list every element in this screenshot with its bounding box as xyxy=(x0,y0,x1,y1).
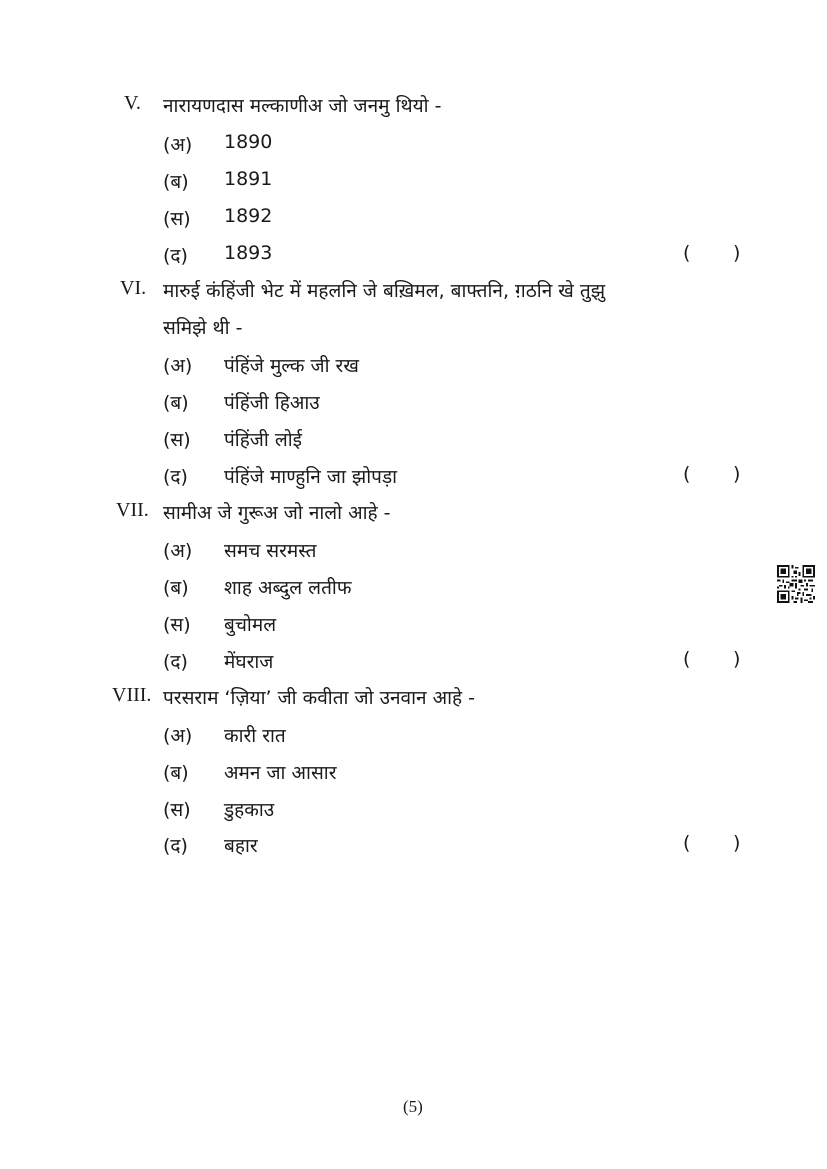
question-number: VI. xyxy=(120,277,147,299)
option-text: अमन जा आसार xyxy=(224,762,337,784)
option-label: (अ) xyxy=(163,355,193,377)
option-label: (ब) xyxy=(163,762,189,784)
answer-bracket[interactable] xyxy=(683,832,743,856)
option-label: (ब) xyxy=(163,577,189,599)
question-stem: परसराम ‘ज़िया’ जी कवीता जो उनवान आहे - xyxy=(163,687,475,709)
option-text: पंहिंजी लोई xyxy=(224,429,302,451)
option-label: (ब) xyxy=(163,392,189,414)
question-number: VII. xyxy=(116,499,149,521)
question-stem: मारुई कंहिंजी भेट में महलनि जे बख़िमल, बाफ्तनि, ग़ठनि खे तुझु xyxy=(163,280,606,302)
option-label: (स) xyxy=(163,614,191,636)
question-stem: सामीअ जे गुरूअ जो नालो आहे - xyxy=(163,502,391,524)
option-text: 1891 xyxy=(224,168,273,190)
answer-bracket[interactable] xyxy=(683,242,743,266)
option-label: (ब) xyxy=(163,171,189,193)
option-text: पंहिंजे माण्हुनि जा झोपड़ा xyxy=(224,466,398,488)
option-text: समच सरमस्त xyxy=(224,540,317,562)
option-text: 1892 xyxy=(224,205,273,227)
answer-bracket-open: ( xyxy=(683,463,691,485)
option-text: 1893 xyxy=(224,242,273,264)
qr-code-icon xyxy=(777,565,815,603)
answer-bracket-close: ) xyxy=(733,648,741,670)
option-label: (द) xyxy=(163,651,188,673)
question-number: VIII. xyxy=(112,684,152,706)
answer-bracket-open: ( xyxy=(683,832,691,854)
option-text: पंहिंजी हिआउ xyxy=(224,392,320,414)
option-text: शाह अब्दुल लतीफ xyxy=(224,577,352,599)
question-stem: नारायणदास मल्काणीअ जो जनमु थियो - xyxy=(163,95,442,117)
answer-bracket-close: ) xyxy=(733,463,741,485)
answer-bracket[interactable] xyxy=(683,648,743,672)
option-text: 1890 xyxy=(224,131,273,153)
option-text: बहार xyxy=(224,835,258,857)
option-text: मेंघराज xyxy=(224,651,274,673)
option-text: कारी रात xyxy=(224,725,286,747)
option-text: पंहिंजे मुल्क जी रख xyxy=(224,355,359,377)
option-label: (द) xyxy=(163,466,188,488)
option-label: (द) xyxy=(163,835,188,857)
option-label: (द) xyxy=(163,245,188,267)
option-label: (अ) xyxy=(163,540,193,562)
question-number: V. xyxy=(124,92,141,114)
option-label: (स) xyxy=(163,799,191,821)
option-label: (स) xyxy=(163,429,191,451)
answer-bracket-open: ( xyxy=(683,242,691,264)
question-stem-continued: समिझे थी - xyxy=(163,317,243,339)
page-number: (5) xyxy=(403,1097,423,1116)
option-text: डुहकाउ xyxy=(224,799,275,821)
option-label: (स) xyxy=(163,208,191,230)
answer-bracket[interactable] xyxy=(683,463,743,487)
answer-bracket-open: ( xyxy=(683,648,691,670)
option-text: बुचोमल xyxy=(224,614,277,636)
answer-bracket-close: ) xyxy=(733,242,741,264)
answer-bracket-close: ) xyxy=(733,832,741,854)
option-label: (अ) xyxy=(163,725,193,747)
option-label: (अ) xyxy=(163,134,193,156)
